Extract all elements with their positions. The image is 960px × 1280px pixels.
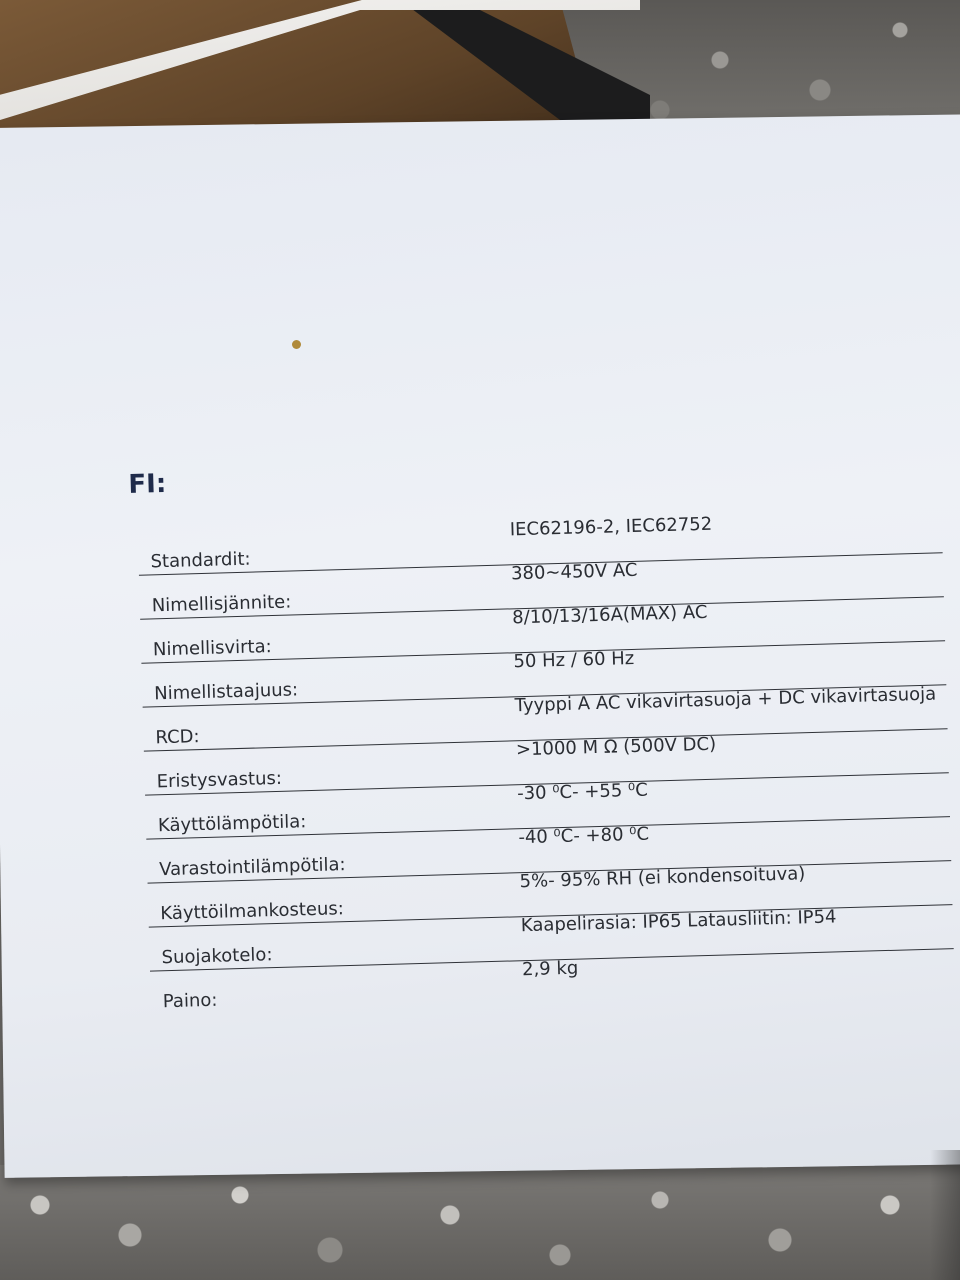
spec-key: Varastointilämpötila:: [158, 854, 346, 881]
spec-key: Nimellistaajuus:: [153, 679, 299, 705]
spec-value: Tyyppi A AC vikavirtasuoja + DC vikavirtasuoja: [514, 683, 937, 717]
spec-label: [128, 447, 953, 1015]
spec-key: Nimellisjännite:: [151, 591, 292, 617]
spec-value: 5%- 95% RH (ei kondensoituva): [519, 863, 806, 893]
language-code: FI:: [128, 468, 167, 500]
stain-dot: [292, 340, 301, 349]
spec-key: Eristysvastus:: [156, 767, 283, 793]
spec-key: Nimellisvirta:: [152, 636, 272, 661]
spec-value: 2,9 kg: [521, 957, 579, 981]
spec-key: Käyttölämpötila:: [157, 811, 307, 837]
spec-key: RCD:: [155, 726, 200, 749]
spec-key: Paino:: [162, 989, 218, 1013]
edge-shadow: [930, 1150, 960, 1280]
spec-value: >1000 M Ω (500V DC): [515, 733, 717, 761]
spec-value: Kaapelirasia: IP65 Latausliitin: IP54: [520, 906, 837, 937]
spec-value: -40 ⁰C- +80 ⁰C: [518, 823, 650, 849]
spec-value: -30 ⁰C- +55 ⁰C: [516, 779, 649, 805]
spec-value: 50 Hz / 60 Hz: [513, 647, 635, 673]
spec-value: IEC62196-2, IEC62752: [509, 513, 713, 541]
spec-key: Standardit:: [150, 548, 251, 573]
spec-key: Käyttöilmankosteus:: [160, 898, 345, 925]
spec-value: 8/10/13/16A(MAX) AC: [511, 601, 708, 629]
spec-key: Suojakotelo:: [161, 944, 273, 969]
background-gravel: [0, 1165, 960, 1280]
spec-value: 380~450V AC: [510, 559, 638, 585]
